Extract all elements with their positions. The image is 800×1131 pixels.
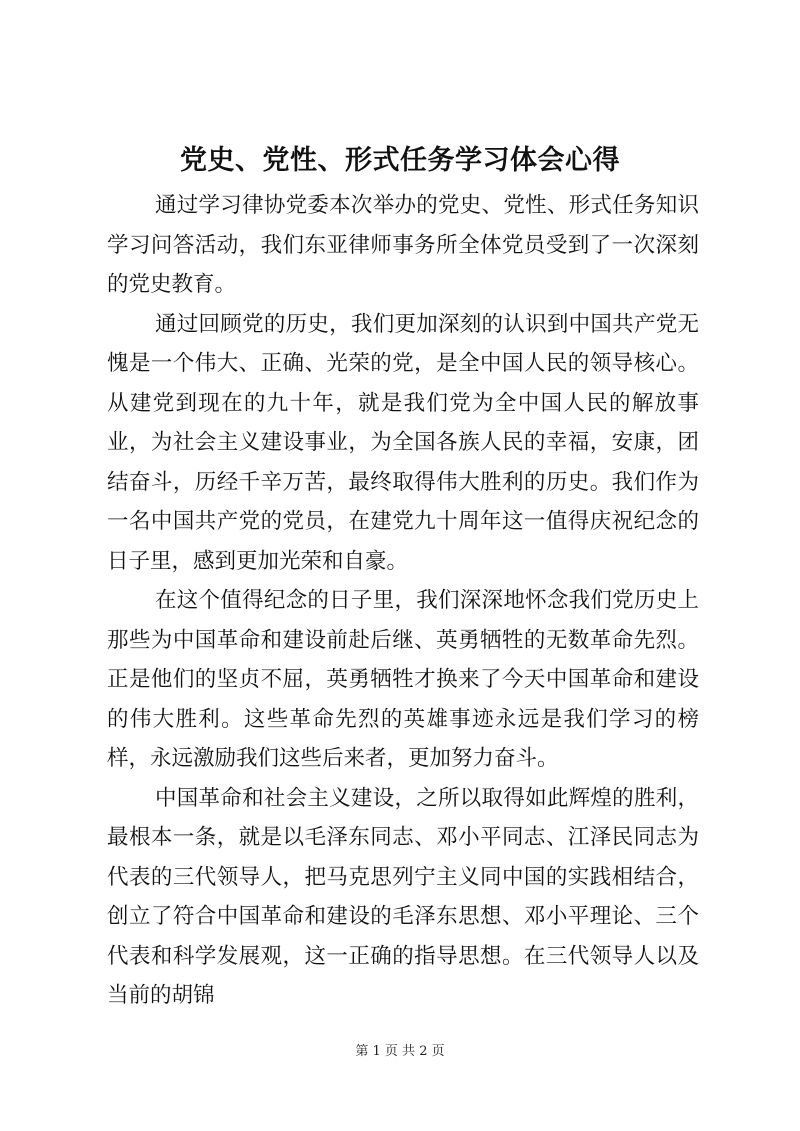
document-body — [107, 186, 699, 1016]
paragraph-3: 在这个值得纪念的日子里，我们深深地怀念我们党历史上那些为中国革命和建设前赴后继、英勇牺牲的无数革命先烈。正是他们的坚贞不屈，英勇牺牲才换来了今天中国革命和建设的伟大胜利。这些革命先烈的英雄事迹永远是我们学习的榜样，永远激励我们这些后来者，更加努力奋斗。 — [107, 588, 699, 771]
paragraph-1: 通过学习律协党委本次举办的党史、党性、形式任务知识学习问答活动，我们东亚律师事务所全体党员受到了一次深刻的党史教育。 — [107, 193, 699, 297]
paragraph-4: 中国革命和社会主义建设，之所以取得如此辉煌的胜利，最根本一条，就是以毛泽东同志、邓小平同志、江泽民同志为代表的三代领导人，把马克思列宁主义同中国的实践相结合，创立了符合中国革命和建设的毛泽东思想、邓小平理论、三个代表和科学发展观，这一正确的指导思想。在三代领导人以及当前的胡锦 — [107, 785, 699, 1008]
document-title: 党史、党性、形式任务学习体会心得 — [180, 145, 620, 176]
paragraph-2: 通过回顾党的历史，我们更加深刻的认识到中国共产党无愧是一个伟大、正确、光荣的党，是全中国人民的领导核心。从建党到现在的九十年，就是我们党为全中国人民的解放事业，为社会主义建设事业，为全国各族人民的幸福，安康，团结奋斗，历经千辛万苦，最终取得伟大胜利的历史。我们作为一名中国共产党的党员，在建党九十周年这一值得庆祝纪念的日子里，感到更加光荣和自豪。 — [107, 311, 699, 574]
page-number-footer: 第 1 页 共 2 页 — [355, 1044, 445, 1059]
